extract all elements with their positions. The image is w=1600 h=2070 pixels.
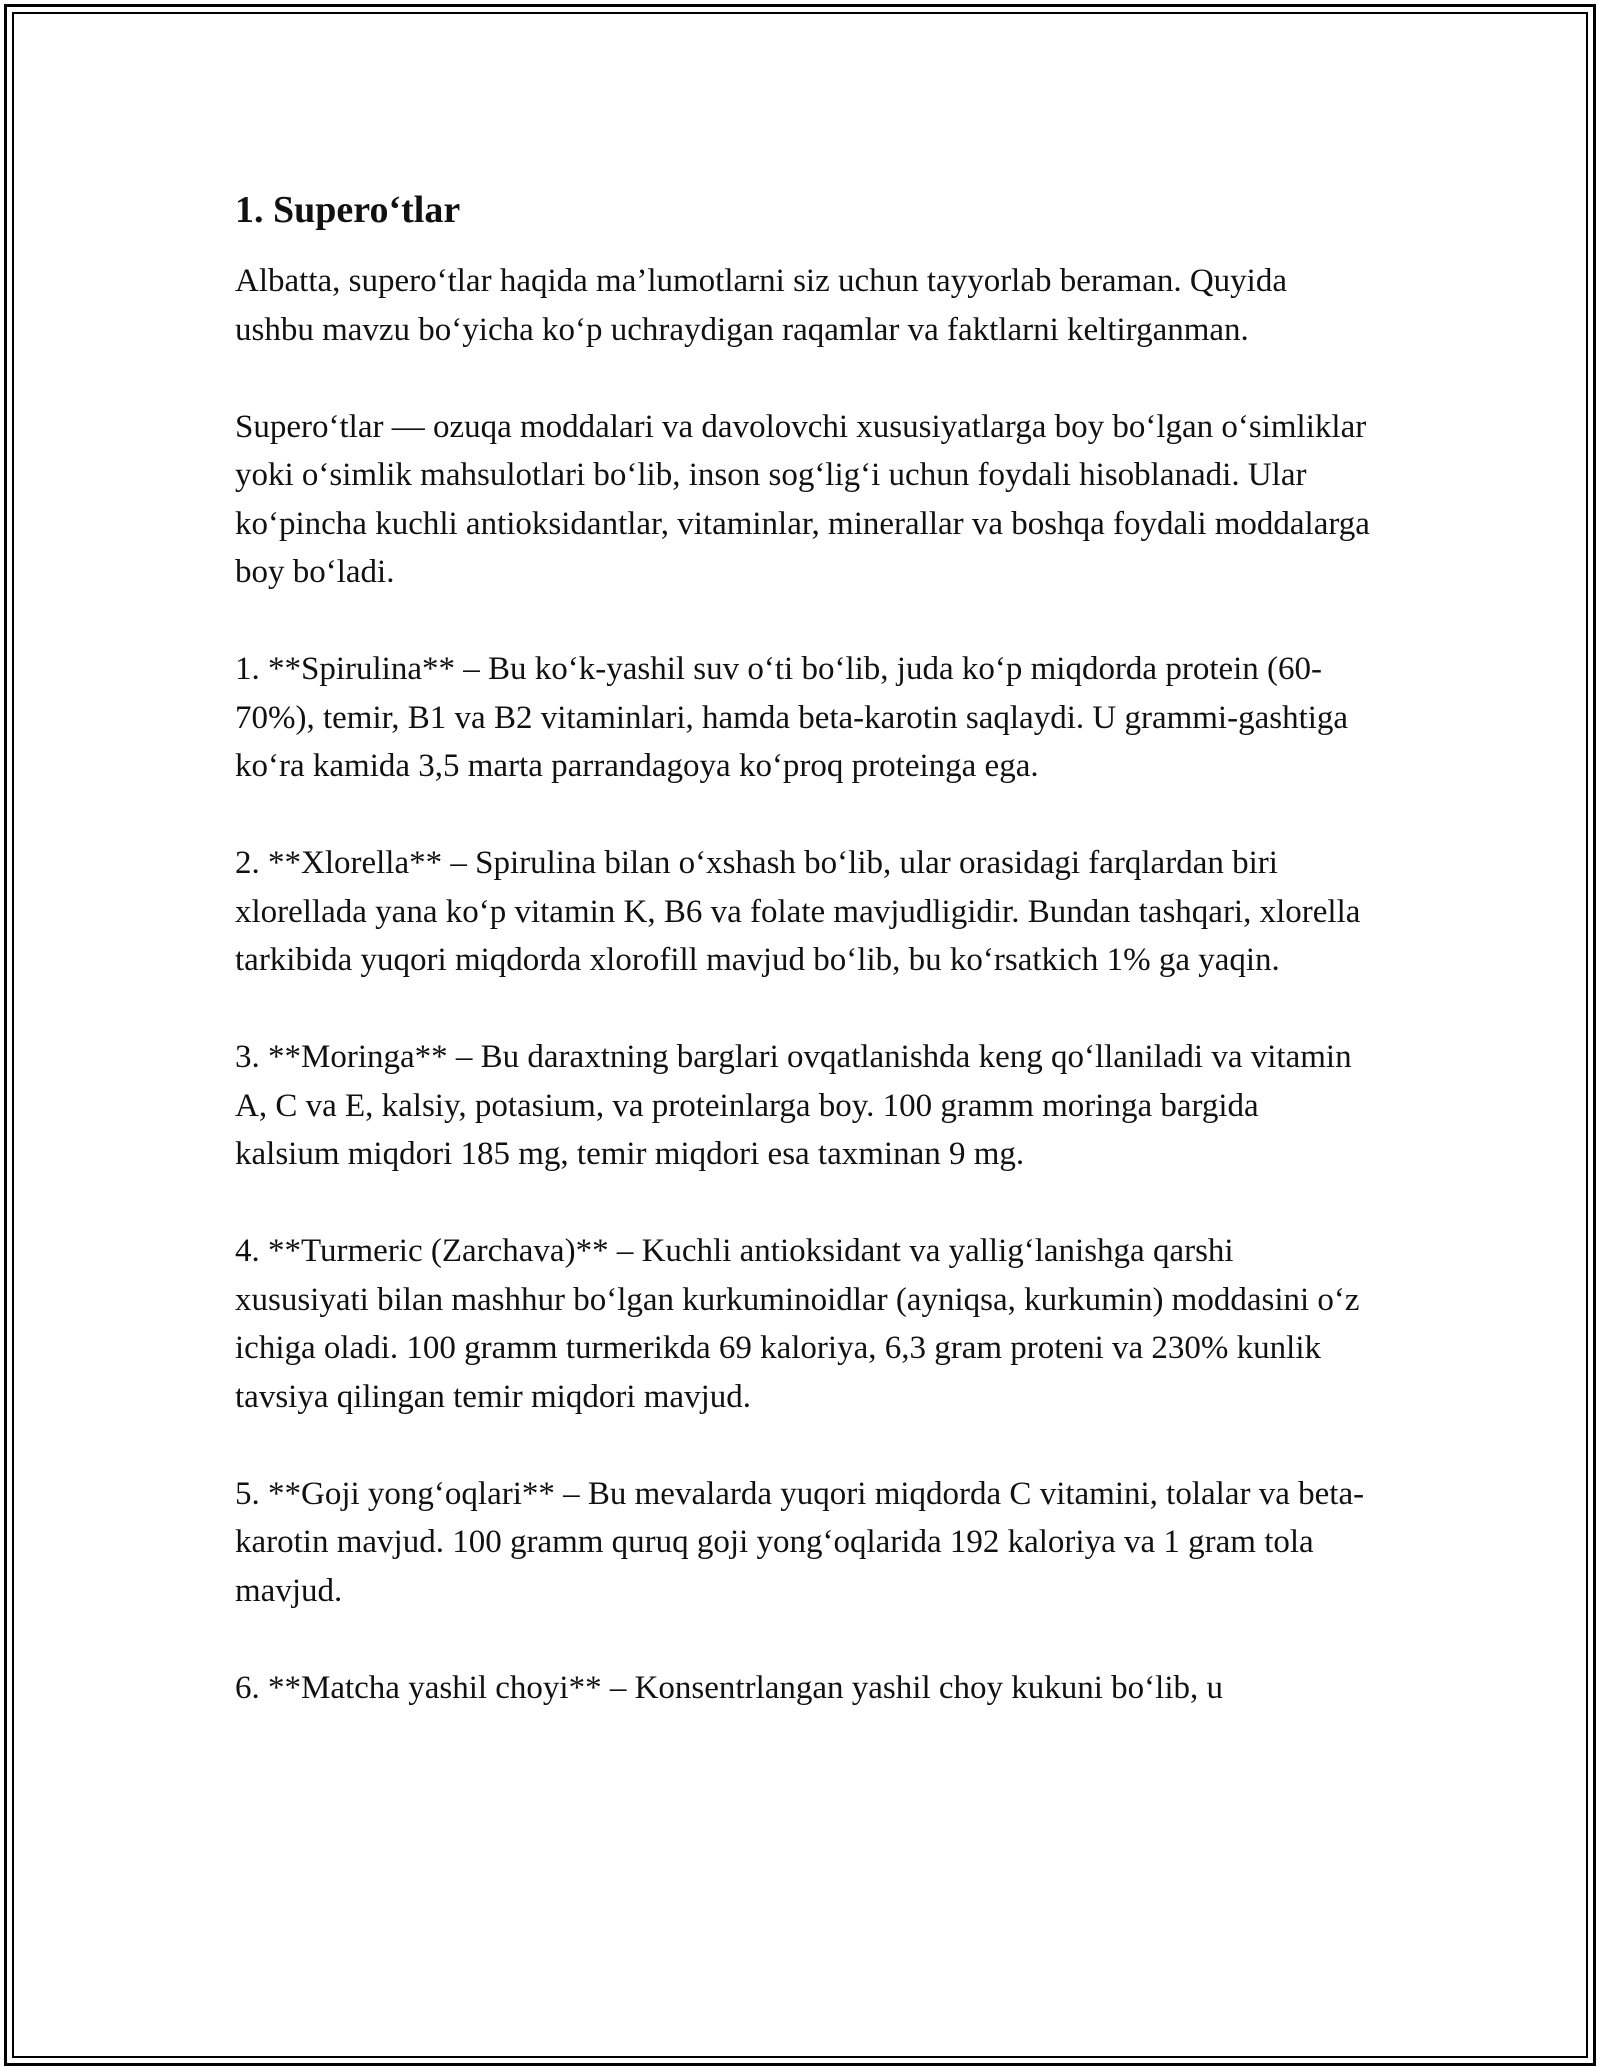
- intro-paragraph: Albatta, supero‘tlar haqida ma’lumotlarni siz uchun tayyorlab beraman. Quyida ushbu mavzu bo‘yicha ko‘p uchraydigan raqamlar va faktlarni keltirganman.: [235, 263, 1287, 348]
- list-item-xlorella: 2. **Xlorella** – Spirulina bilan o‘xshash bo‘lib, ular orasidagi farqlardan biri xlorellada yana ko‘p vitamin K, B6 va folate mavjudligidir. Bundan tashqari, xlorella tarkibida yuqori miqdorda xlorofill mavjud bo‘lib, bu ko‘rsatkich 1% ga yaqin.: [235, 845, 1361, 978]
- list-item-goji: 5. **Goji yong‘oqlari** – Bu mevalarda yuqori miqdorda C vitamini, tolalar va beta-karotin mavjud. 100 gramm quruq goji yong‘oqlarida 192 kaloriya va 1 gram tola mavjud.: [235, 1475, 1365, 1609]
- list-item-matcha: 6. **Matcha yashil choyi** – Konsentrlangan yashil choy kukuni bo‘lib, u: [235, 1669, 1224, 1706]
- document-title: 1. Supero‘tlar: [235, 189, 461, 231]
- document-body: [235, 185, 1370, 1712]
- definition-paragraph: Supero‘tlar — ozuqa moddalari va davolovchi xususiyatlarga boy bo‘lgan o‘simliklar yoki o‘simlik mahsulotlari bo‘lib, inson sog‘lig‘i uchun foydali hisoblanadi. Ular ko‘pincha kuchli antioksidantlar, vitaminlar, minerallar va boshqa foydali moddalarga boy bo‘ladi.: [235, 408, 1370, 590]
- list-item-turmeric: 4. **Turmeric (Zarchava)** – Kuchli antioksidant va yallig‘lanishga qarshi xususiyati bilan mashhur bo‘lgan kurkuminoidlar (ayniqsa, kurkumin) moddasini o‘z ichiga oladi. 100 gramm turmerikda 69 kaloriya, 6,3 gram proteni va 230% kunlik tavsiya qilingan temir miqdori mavjud.: [235, 1233, 1360, 1415]
- list-item-spirulina: 1. **Spirulina** – Bu ko‘k-yashil suv o‘ti bo‘lib, juda ko‘p miqdorda protein (60-70%), temir, B1 va B2 vitaminlari, hamda beta-karotin saqlaydi. U grammi-gashtiga ko‘ra kamida 3,5 marta parrandagoya ko‘proq proteinga ega.: [235, 651, 1349, 784]
- list-item-moringa: 3. **Moringa** – Bu daraxtning barglari ovqatlanishda keng qo‘llaniladi va vitamin A, C va E, kalsiy, potasium, va proteinlarga boy. 100 gramm moringa bargida kalsium miqdori 185 mg, temir miqdori esa taxminan 9 mg.: [235, 1039, 1352, 1172]
